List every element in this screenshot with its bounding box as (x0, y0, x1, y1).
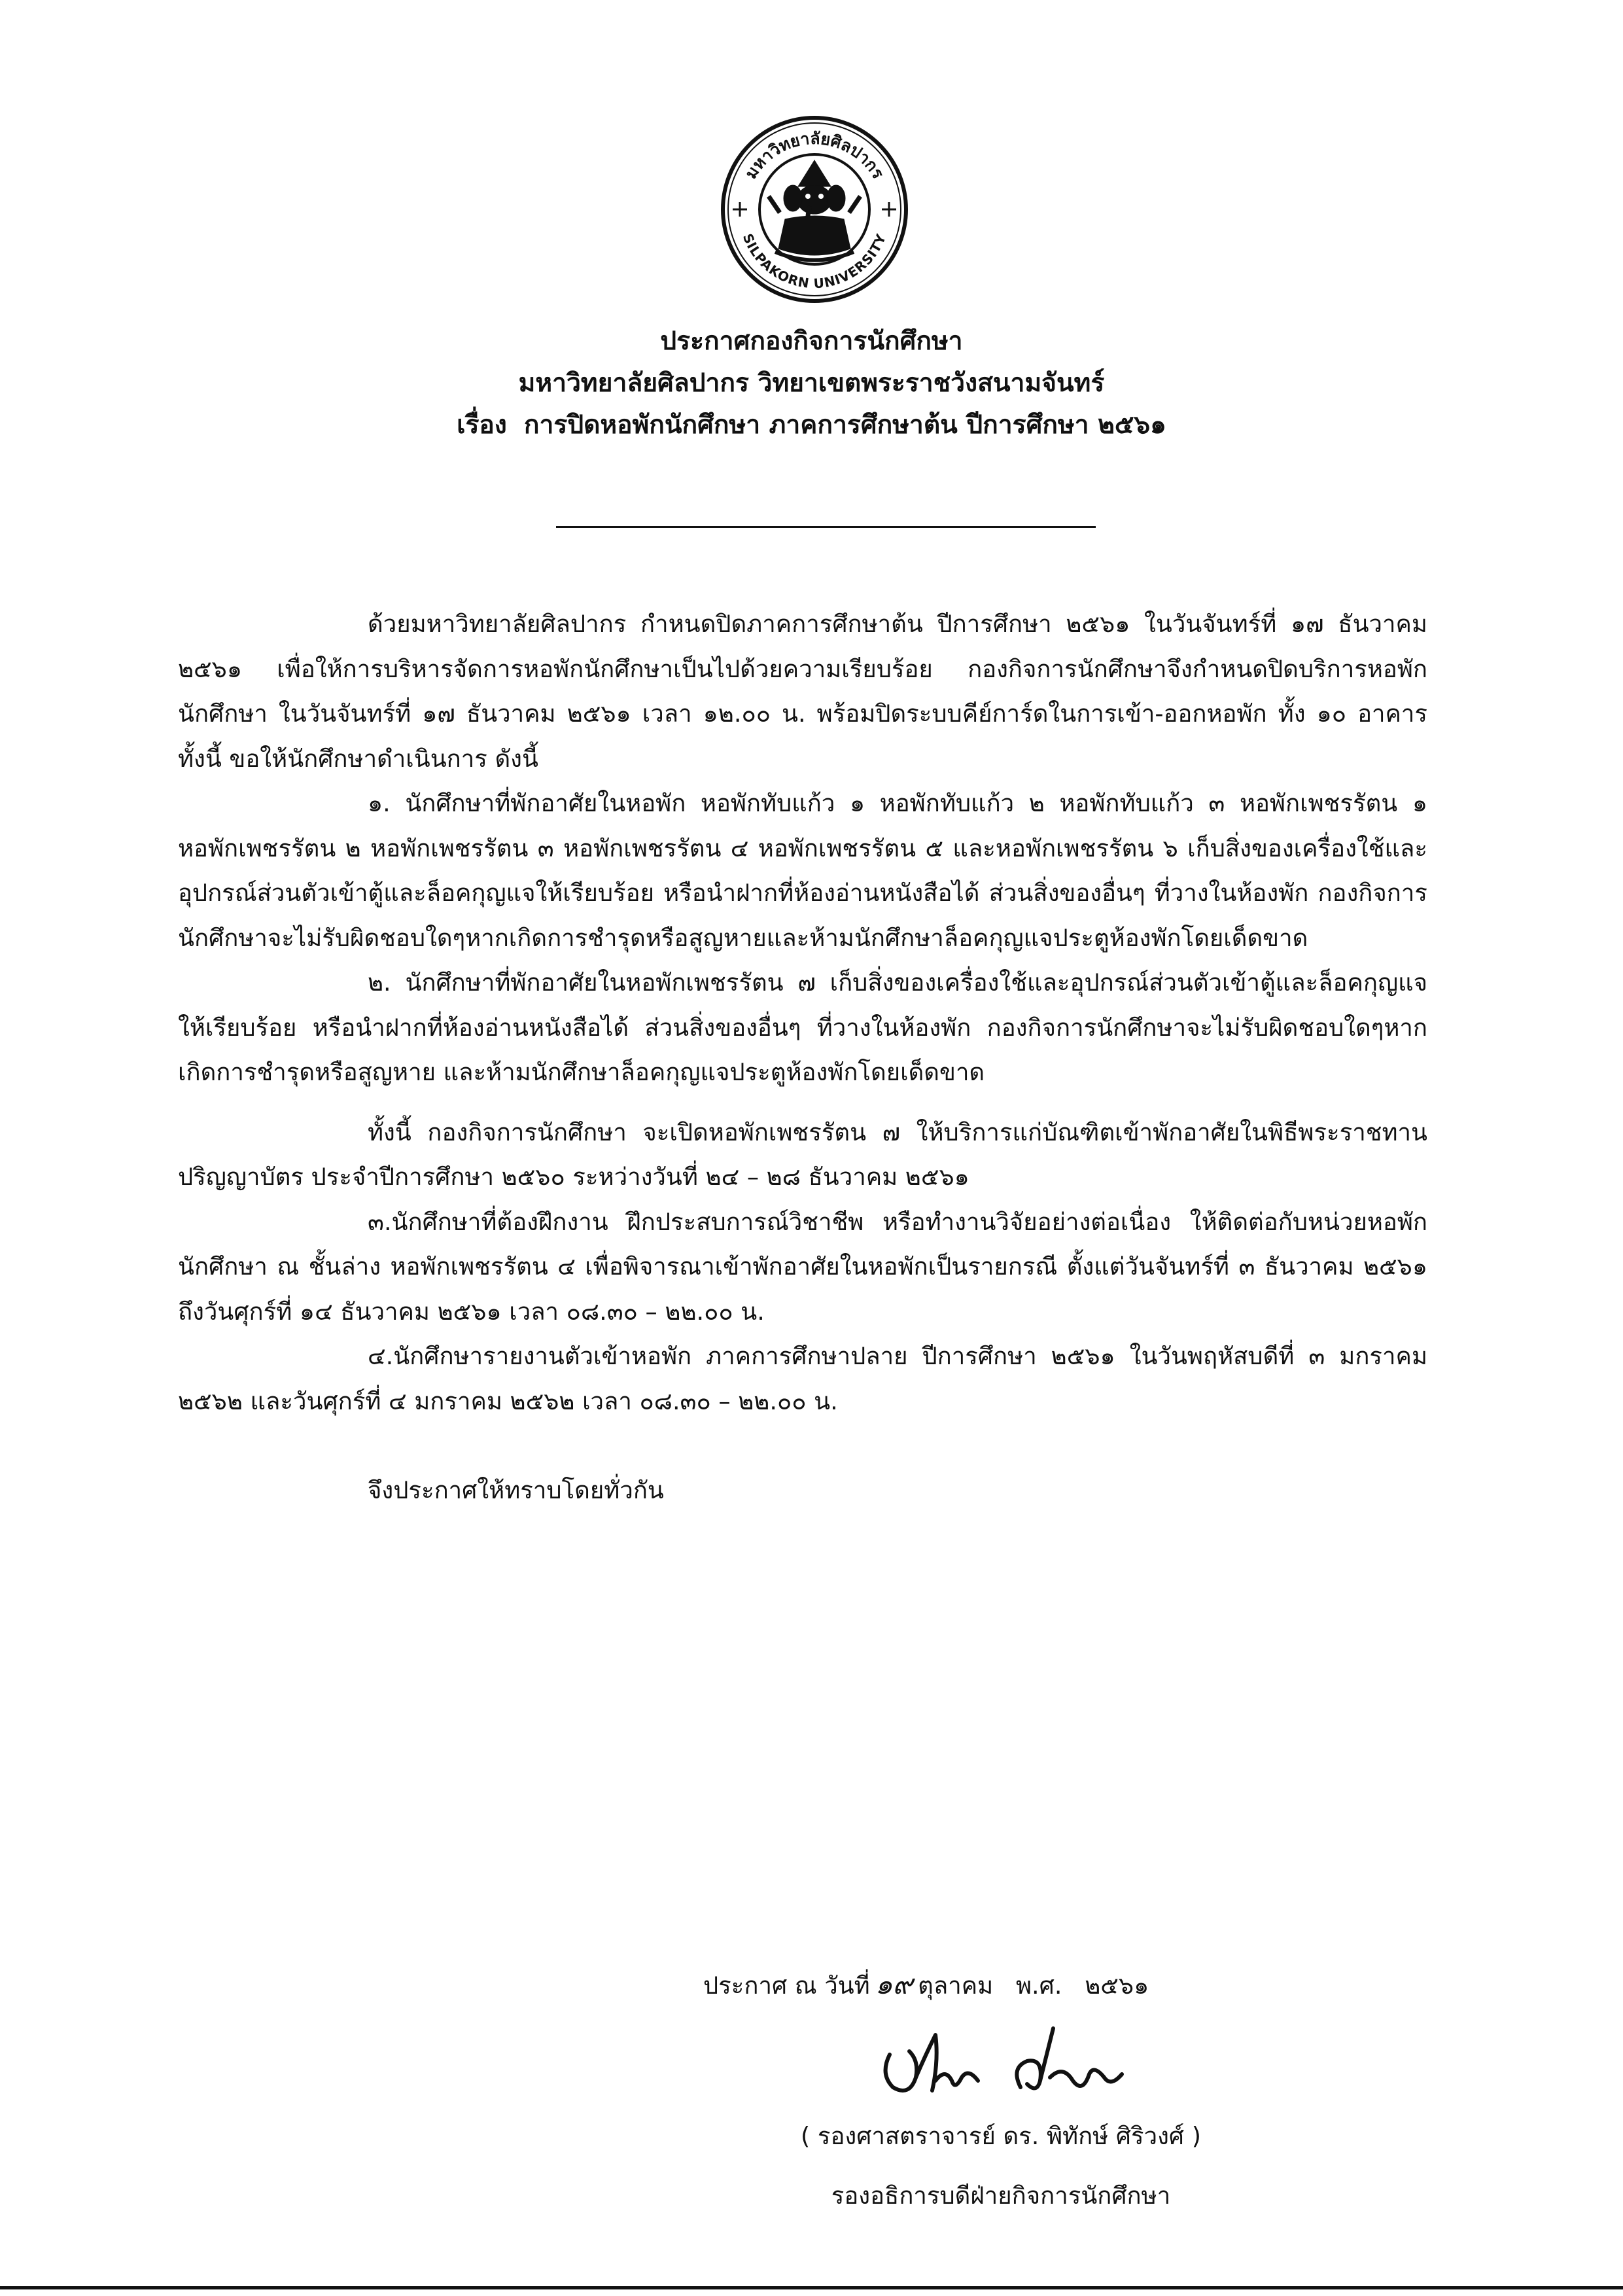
issuer-title: ประกาศกองกิจการนักศึกษา (660, 327, 963, 356)
date-year: ๒๕๖๑ (1085, 1971, 1149, 2000)
date-era: พ.ศ. (1016, 1971, 1062, 2000)
date-prefix: ประกาศ ณ วันที่ (703, 1971, 870, 2000)
campus-title: มหาวิทยาลัยศิลปากร วิทยาเขตพระราชวังสนามจันทร์ (518, 368, 1105, 398)
seal-text-top: มหาวิทยาลัยศิลปากร (741, 128, 888, 183)
header-divider (556, 526, 1096, 528)
item-3-paragraph: ๓.นักศึกษาที่ต้องฝึกงาน ฝึกประสบการณ์วิชาชีพ หรือทำงานวิจัยอย่างต่อเนื่อง ให้ติดต่อกับหน่วยหอพักนักศึกษา ณ ชั้นล่าง หอพักเพชรรัตน ๔ เพื่อพิจารณาเข้าพักอาศัยในหอพักเป็นรายกรณี ตั้งแต่วันจันทร์ที่ ๓ ธันวาคม ๒๕๖๑ ถึงวันศุกร์ที่ ๑๔ ธันวาคม ๒๕๖๑ เวลา ๐๘.๓๐ – ๒๒.๐๐ น. (178, 1207, 1427, 1326)
signer-title: รองอธิการบดีฝ่ายกิจการนักศึกษา (831, 2181, 1171, 2210)
subject-text: การปิดหอพักนักศึกษา ภาคการศึกษาต้น ปีการศึกษา ๒๕๖๑ (523, 410, 1166, 440)
seal-text-bottom: SILPAKORN UNIVERSITY (739, 231, 890, 292)
closing-paragraph: จึงประกาศให้ทราบโดยทั่วกัน (368, 1476, 664, 1504)
page-bottom-border (0, 2286, 1623, 2289)
announcement-header (0, 321, 1623, 446)
subject-line (0, 404, 1623, 446)
item-2-paragraph: ๒. นักศึกษาที่พักอาศัยในหอพักเพชรรัตน ๗ เก็บสิ่งของเครื่องใช้และอุปกรณ์ส่วนตัวเข้าตู้และล็อคกุญแจให้เรียบร้อย หรือนำฝากที่ห้องอ่านหนังสือได้ ส่วนสิ่งของอื่นๆ ที่วางในห้องพัก กองกิจการนักศึกษาจะไม่รับผิดชอบใดๆหากเกิดการชำรุดหรือสูญหาย และห้ามนักศึกษาล็อคกุญแจประตูห้องพักโดยเด็ดขาด (178, 968, 1427, 1086)
handwritten-signature (864, 2015, 1164, 2120)
subject-label: เรื่อง (457, 410, 507, 440)
university-seal-icon (720, 115, 909, 304)
item-1-paragraph: ๑. นักศึกษาที่พักอาศัยในหอพัก หอพักทับแก้ว ๑ หอพักทับแก้ว ๒ หอพักทับแก้ว ๓ หอพักเพชรรัตน ๑ หอพักเพชรรัตน ๒ หอพักเพชรรัตน ๓ หอพักเพชรรัตน ๔ หอพักเพชรรัตน ๕ และหอพักเพชรรัตน ๖ เก็บสิ่งของเครื่องใช้และอุปกรณ์ส่วนตัวเข้าตู้และล็อคกุญแจให้เรียบร้อย หรือนำฝากที่ห้องอ่านหนังสือได้ ส่วนสิ่งของอื่นๆ ที่วางในห้องพัก กองกิจการนักศึกษาจะไม่รับผิดชอบใดๆหากเกิดการชำรุดหรือสูญหายและห้ามนักศึกษาล็อคกุญแจประตูห้องพักโดยเด็ดขาด (178, 789, 1427, 952)
intro-paragraph: ด้วยมหาวิทยาลัยศิลปากร กำหนดปิดภาคการศึกษาต้น ปีการศึกษา ๒๕๖๑ ในวันจันทร์ที่ ๑๗ ธันวาคม ๒๕๖๑ เพื่อให้การบริหารจัดการหอพักนักศึกษาเป็นไปด้วยความเรียบร้อย กองกิจการนักศึกษาจึงกำหนดปิดบริการหอพักนักศึกษา ในวันจันทร์ที่ ๑๗ ธันวาคม ๒๕๖๑ เวลา ๑๒.๐๐ น. พร้อมปิดระบบคีย์การ์ดในการเข้า-ออกหอพัก ทั้ง ๑๐ อาคาร ทั้งนี้ ขอให้นักศึกษาดำเนินการ ดังนี้ (178, 610, 1427, 773)
item-4-paragraph: ๔.นักศึกษารายงานตัวเข้าหอพัก ภาคการศึกษาปลาย ปีการศึกษา ๒๕๖๑ ในวันพฤหัสบดีที่ ๓ มกราคม ๒๕๖๒ และวันศุกร์ที่ ๔ มกราคม ๒๕๖๒ เวลา ๐๘.๓๐ – ๒๒.๐๐ น. (178, 1342, 1427, 1415)
note-paragraph: ทั้งนี้ กองกิจการนักศึกษา จะเปิดหอพักเพชรรัตน ๗ ให้บริการแก่บัณฑิตเข้าพักอาศัยในพิธีพระราชทานปริญญาบัตร ประจำปีการศึกษา ๒๕๖๐ ระหว่างวันที่ ๒๔ – ๒๘ ธันวาคม ๒๕๖๑ (178, 1118, 1427, 1191)
announcement-body (178, 602, 1427, 1513)
signer-name: ( รองศาสตราจารย์ ดร. พิทักษ์ ศิริวงศ์ ) (801, 2122, 1201, 2150)
date-month: ตุลาคม (918, 1971, 994, 2000)
announcement-date (703, 1963, 1149, 2006)
date-day: ๑๙ (875, 1968, 913, 2000)
